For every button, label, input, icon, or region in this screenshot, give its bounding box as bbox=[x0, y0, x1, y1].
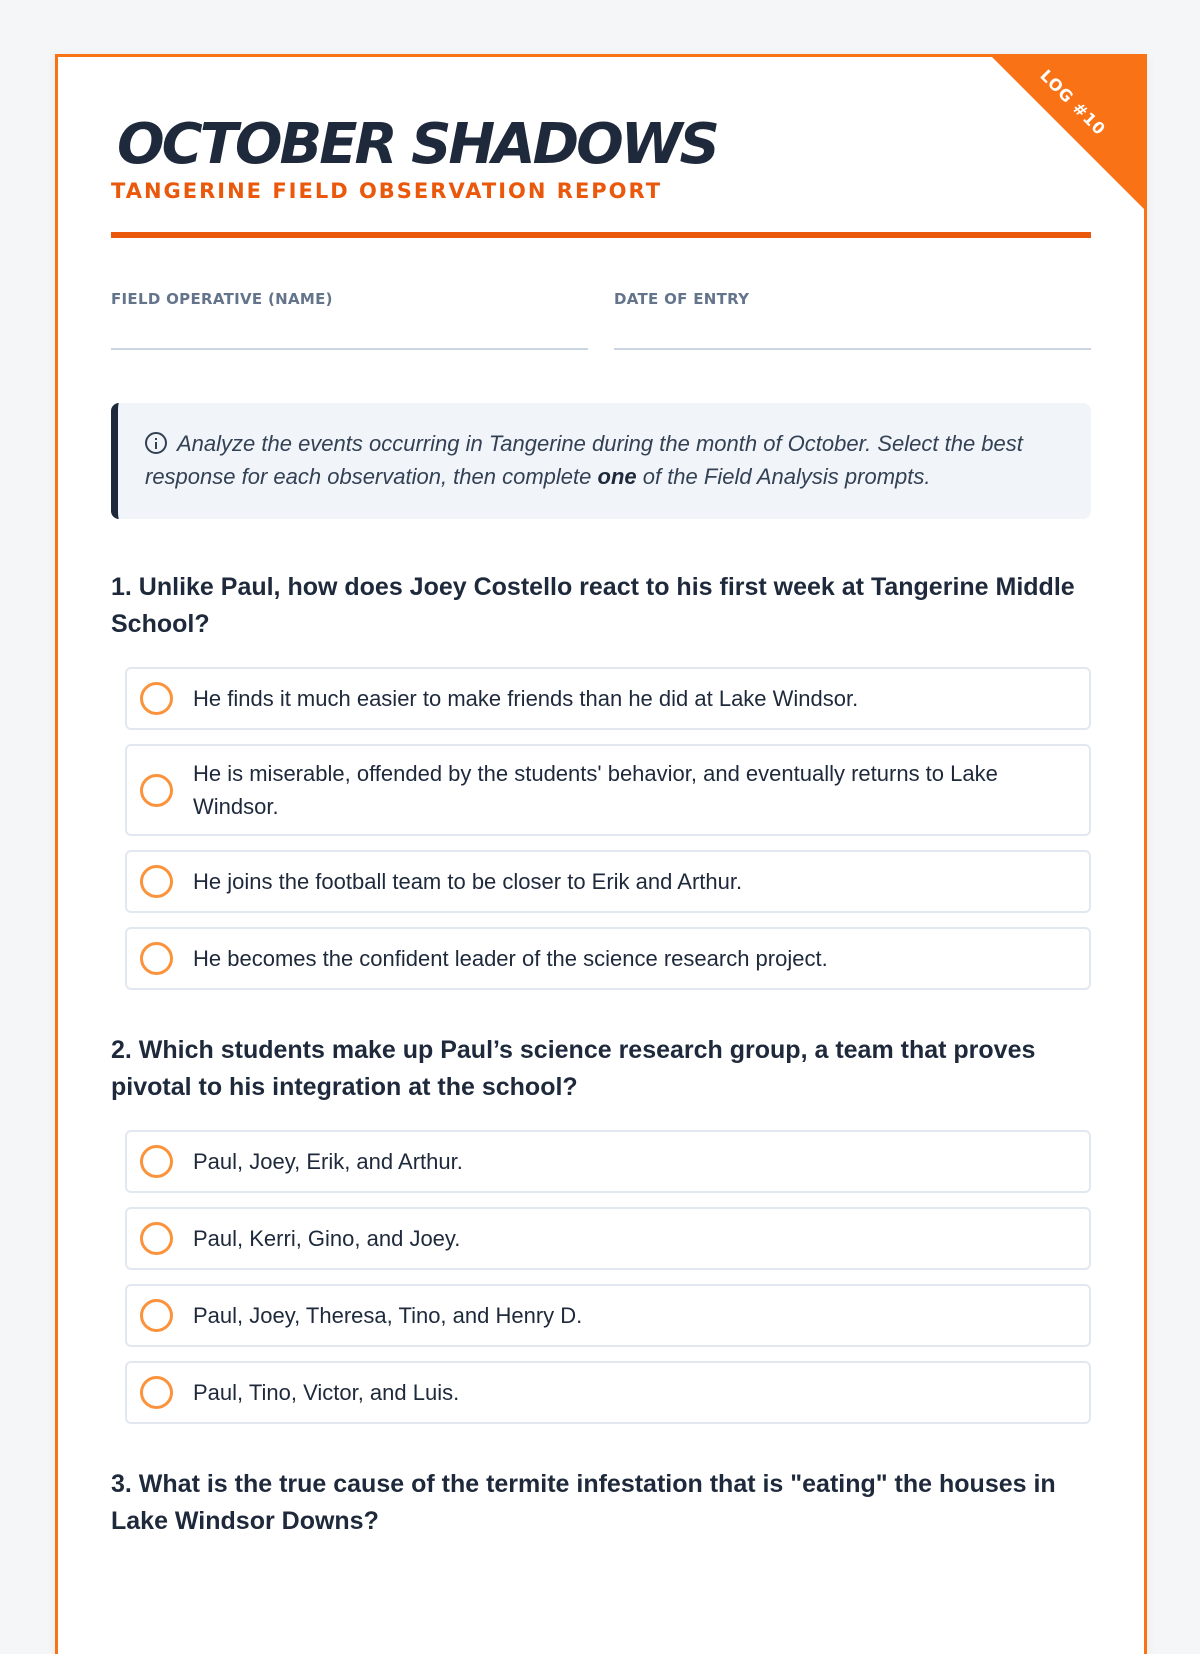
answer-option-label: Paul, Joey, Erik, and Arthur. bbox=[193, 1149, 463, 1174]
date-field-label: DATE OF ENTRY bbox=[614, 290, 750, 308]
instructions-text-end: of the Field Analysis prompts. bbox=[636, 464, 931, 489]
answer-option[interactable] bbox=[125, 1284, 1091, 1347]
info-icon bbox=[145, 432, 167, 454]
answer-option[interactable] bbox=[125, 1207, 1091, 1270]
entry-fields bbox=[111, 290, 1091, 350]
question-3 bbox=[111, 1466, 1091, 1540]
radio-button[interactable] bbox=[140, 774, 173, 807]
answer-option[interactable] bbox=[125, 1361, 1091, 1424]
name-input-line[interactable] bbox=[111, 348, 588, 350]
name-field bbox=[111, 290, 588, 350]
page-subtitle: TANGERINE FIELD OBSERVATION REPORT bbox=[111, 179, 663, 203]
answer-option-label: He is miserable, offended by the students' behavior, and eventually returns to Lake Windsor. bbox=[193, 761, 998, 819]
date-field bbox=[614, 290, 1091, 350]
question-text: 2. Which students make up Paul’s science research group, a team that proves pivotal to his integration at the school? bbox=[111, 1036, 1036, 1101]
answer-options bbox=[125, 667, 1091, 990]
answer-option-label: He finds it much easier to make friends than he did at Lake Windsor. bbox=[193, 686, 859, 711]
worksheet-page bbox=[55, 54, 1147, 1654]
radio-button[interactable] bbox=[140, 1376, 173, 1409]
question-2 bbox=[111, 1032, 1091, 1424]
radio-button[interactable] bbox=[140, 942, 173, 975]
worksheet-content bbox=[111, 57, 1091, 1540]
answer-option[interactable] bbox=[125, 927, 1091, 990]
answer-option-label: He becomes the confident leader of the science research project. bbox=[193, 946, 828, 971]
answer-option[interactable] bbox=[125, 850, 1091, 913]
instructions-text: Analyze the events occurring in Tangerine during the month of October. Select the best response for each observation, then complete bbox=[145, 431, 1023, 489]
answer-options bbox=[125, 1130, 1091, 1424]
log-number-label: LOG #10 bbox=[1036, 65, 1110, 140]
answer-option[interactable] bbox=[125, 667, 1091, 730]
radio-button[interactable] bbox=[140, 1222, 173, 1255]
answer-option-label: Paul, Tino, Victor, and Luis. bbox=[193, 1380, 460, 1405]
title-divider bbox=[111, 232, 1091, 238]
radio-button[interactable] bbox=[140, 865, 173, 898]
question-1 bbox=[111, 569, 1091, 990]
instructions-box bbox=[111, 403, 1091, 519]
answer-option[interactable] bbox=[125, 1130, 1091, 1193]
radio-button[interactable] bbox=[140, 682, 173, 715]
answer-option-label: Paul, Joey, Theresa, Tino, and Henry D. bbox=[193, 1303, 583, 1328]
page-title: OCTOBER SHADOWS bbox=[117, 112, 717, 177]
answer-option-label: He joins the football team to be closer to Erik and Arthur. bbox=[193, 869, 743, 894]
date-input-line[interactable] bbox=[614, 348, 1091, 350]
instructions-emphasis: one bbox=[597, 464, 637, 489]
answer-option-label: Paul, Kerri, Gino, and Joey. bbox=[193, 1226, 461, 1251]
answer-option[interactable] bbox=[125, 744, 1091, 836]
radio-button[interactable] bbox=[140, 1299, 173, 1332]
name-field-label: FIELD OPERATIVE (NAME) bbox=[111, 290, 333, 308]
question-text: 1. Unlike Paul, how does Joey Costello react to his first week at Tangerine Middle School? bbox=[111, 573, 1075, 638]
question-text: 3. What is the true cause of the termite infestation that is "eating" the houses in Lake Windsor Downs? bbox=[111, 1470, 1056, 1535]
radio-button[interactable] bbox=[140, 1145, 173, 1178]
